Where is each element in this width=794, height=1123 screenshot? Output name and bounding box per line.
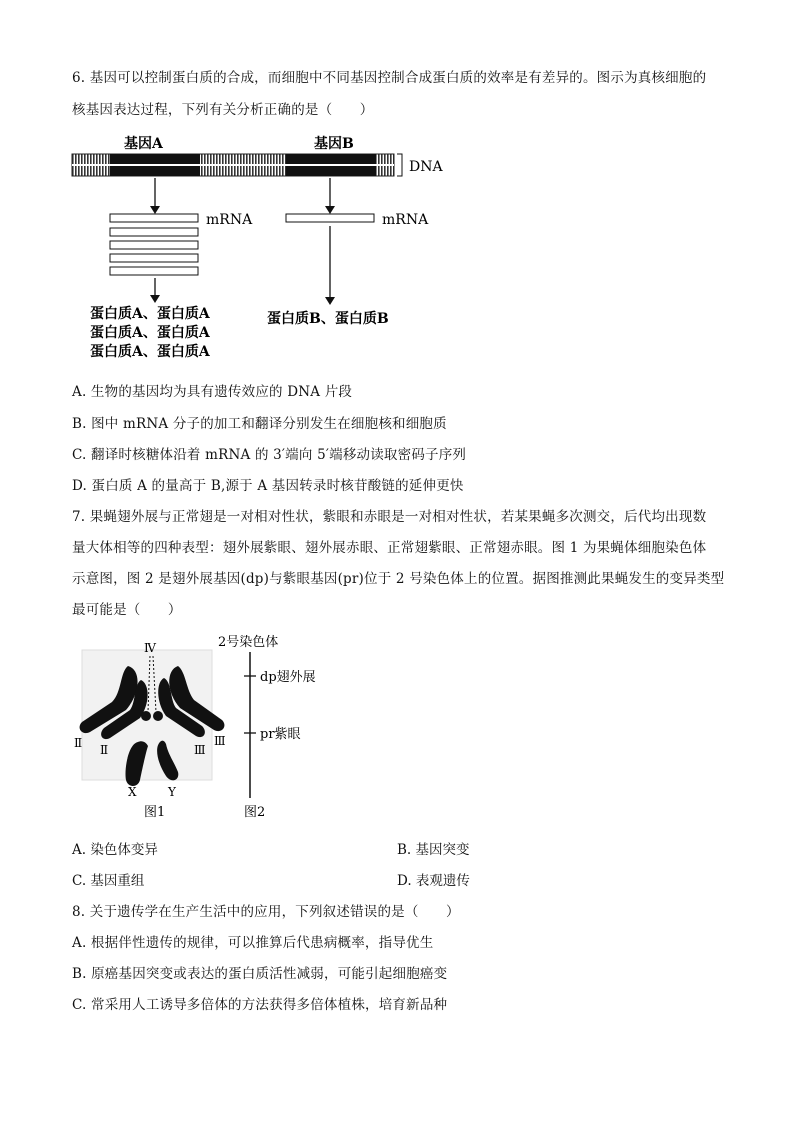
dp-label: dp翅外展: [260, 670, 316, 685]
dna-label: DNA: [409, 159, 443, 175]
protein-a-line-2: 蛋白质A、蛋白质A: [90, 325, 210, 341]
chr-x-label: X: [128, 785, 137, 799]
gene-b-label: 基因B: [314, 136, 354, 152]
q8-stem: 8. 关于遗传学在生产生活中的应用，下列叙述错误的是（ ）: [72, 904, 460, 920]
chromosome-iv-dot-left: [141, 711, 151, 721]
q6-option-a[interactable]: A. 生物的基因均为具有遗传效应的 DNA 片段: [72, 384, 353, 400]
chr-y-label: Y: [168, 785, 176, 799]
mrna-b-label: mRNA: [382, 212, 429, 228]
gene-a-label: 基因A: [124, 136, 163, 152]
q6-stem-line-1: 6. 基因可以控制蛋白质的合成，而细胞中不同基因控制合成蛋白质的效率是有差异的。图示为真核细胞的: [72, 70, 707, 86]
q6-stem-line-2: 核基因表达过程，下列有关分析正确的是（ ）: [72, 102, 374, 118]
q7-stem-line-1: 7. 果蝇翅外展与正常翅是一对相对性状，紫眼和赤眼是一对相对性状，若某果蝇多次测交，后代均出现数: [72, 509, 707, 525]
dna-double-strand: [72, 154, 394, 176]
protein-b-label: 蛋白质B、蛋白质B: [267, 311, 389, 327]
chr-iii-right-label: Ⅲ: [214, 734, 226, 748]
q7-chromosome-figure: [68, 630, 348, 825]
fig1-caption: 图1: [144, 805, 166, 820]
mrna-a-stack: [110, 214, 198, 275]
chromosome-iv-dot-right: [153, 711, 163, 721]
q7-stem-line-2: 量大体相等的四种表型：翅外展紫眼、翅外展赤眼、正常翅紫眼、正常翅赤眼。图 1 为果蝇体细胞染色体: [72, 540, 707, 556]
q8-option-b[interactable]: B. 原癌基因突变或表达的蛋白质活性减弱，可能引起细胞癌变: [72, 966, 448, 982]
q7-option-a[interactable]: A. 染色体变异: [72, 842, 158, 858]
q7-stem-line-4: 最可能是（ ）: [72, 602, 182, 618]
pr-label: pr紫眼: [260, 727, 301, 742]
q8-option-c[interactable]: C. 常采用人工诱导多倍体的方法获得多倍体植株，培育新品种: [72, 997, 448, 1013]
chr-iv-label: Ⅳ: [144, 641, 156, 655]
chr-ii-left-label: Ⅱ: [74, 736, 83, 750]
chr2-title: 2号染色体: [218, 635, 279, 650]
q6-option-b[interactable]: B. 图中 mRNA 分子的加工和翻译分别发生在细胞核和细胞质: [72, 416, 447, 432]
q8-option-a[interactable]: A. 根据伴性遗传的规律，可以推算后代患病概率，指导优生: [72, 935, 434, 951]
fig2-caption: 图2: [244, 805, 266, 820]
q6-option-d[interactable]: D. 蛋白质 A 的量高于 B,源于 A 基因转录时核苷酸链的延伸更快: [72, 478, 464, 494]
chr-ii-inner-label: Ⅱ: [100, 743, 109, 757]
dna-bracket: [397, 154, 402, 176]
q7-option-d[interactable]: D. 表观遗传: [397, 873, 470, 889]
q7-option-c[interactable]: C. 基因重组: [72, 873, 145, 889]
protein-a-line-3: 蛋白质A、蛋白质A: [90, 344, 210, 360]
chr-iii-inner-label: Ⅲ: [194, 743, 206, 757]
mrna-a-label: mRNA: [206, 212, 253, 228]
q7-option-b[interactable]: B. 基因突变: [397, 842, 470, 858]
protein-a-line-1: 蛋白质A、蛋白质A: [90, 306, 210, 322]
mrna-b: [286, 214, 374, 222]
q6-gene-expression-figure: [60, 128, 480, 368]
q7-stem-line-3: 示意图，图 2 是翅外展基因(dp)与紫眼基因(pr)位于 2 号染色体上的位置。据图推测此果蝇发生的变异类型: [72, 571, 725, 587]
q6-option-c[interactable]: C. 翻译时核糖体沿着 mRNA 的 3′端向 5′端移动读取密码子序列: [72, 447, 467, 463]
